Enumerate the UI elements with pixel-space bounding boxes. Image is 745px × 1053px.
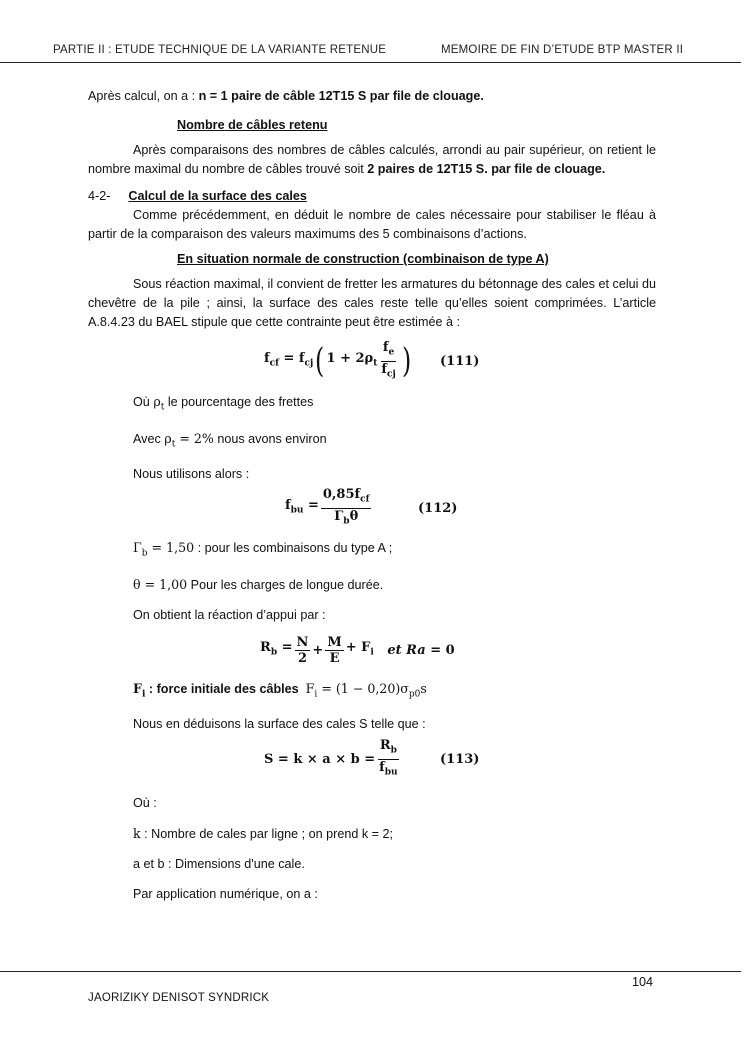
text-fi-meaning: : force initiale des câbles	[145, 681, 299, 696]
subheading-normal-situation: En situation normale de construction (combinaison de type A)	[177, 252, 549, 266]
equation-113	[88, 736, 656, 782]
theta-definition	[133, 575, 656, 595]
equation-113-formula: S = k × a × b = $R_b$ $f_{bu}$	[264, 737, 398, 778]
text-avec: Avec	[133, 431, 165, 446]
equation-reaction-formula: $R_b$ = $\frac{N}{2}$ + $\frac{M}{E}$ + $F_i$ et Ra = 0	[260, 635, 455, 667]
k-definition	[133, 824, 656, 844]
paragraph-reaction-max: Sous réaction maximal, il convient de fretter les armatures du bétonnage des cales et celui du chevêtre de la pile ; ainsi, la surface des cales reste telle qu’elles soient comprimées. L’article A.8.4.23 du BAEL stipule que cette contrainte peut être estimée à :	[88, 277, 656, 329]
header-left-title: PARTIE II : ETUDE TECHNIQUE DE LA VARIANTE RETENUE	[53, 44, 387, 56]
text-reaction-appui: On obtient la réaction d’appui par :	[133, 607, 326, 622]
rho-definition	[133, 392, 656, 418]
rho-value	[133, 429, 656, 455]
text-application: Par application numérique, on a :	[133, 887, 318, 902]
equation-111-number: (111)	[440, 353, 480, 369]
section-number: 4-2-	[88, 189, 111, 203]
fi-symbol: $F_i$	[133, 680, 146, 700]
footer-rule	[0, 971, 741, 972]
text-gamma-meaning: : pour les combinaisons du type A ;	[194, 541, 393, 556]
text-theta-meaning: Pour les charges de longue durée.	[187, 577, 384, 592]
header-right-title: MEMOIRE DE FIN D’ETUDE BTP MASTER II	[441, 44, 684, 56]
bold-comparison-result: 2 paires de 12T15 S. par file de clouage.	[367, 162, 606, 176]
paragraph-comparison	[88, 141, 656, 179]
paragraph-result-cables	[88, 87, 656, 106]
rho-value-math: $\rho_t = 2\%$	[164, 430, 214, 450]
text-nous-utilisons: Nous utilisons alors :	[133, 467, 250, 482]
equation-reaction	[88, 629, 656, 673]
text-rho-meaning: le pourcentage des frettes	[164, 395, 314, 409]
equation-113-number: (113)	[440, 751, 480, 767]
section-heading-4-2	[88, 187, 656, 206]
ab-definition: a et b : Dimensions d'une cale.	[133, 857, 305, 872]
text-comparison: Après comparaisons des nombres de câbles calculés, arrondi au pair supérieur, on retient le nombre maximal du nombre de câbles trouvé soit	[88, 143, 656, 176]
text-prefix: Après calcul, on a :	[88, 89, 199, 103]
equation-112	[88, 486, 656, 530]
equation-112-formula: $f_{bu}$ = $0,85f_{cf}$ $\Gamma_b\theta$	[285, 486, 370, 527]
text-deduisons: Nous en déduisons la surface des cales S telle que :	[133, 717, 426, 732]
rho-symbol: $\rho_t$	[153, 394, 165, 413]
text-ou-colon: Où :	[133, 796, 157, 811]
fi-formula: $F_i = (1 - 0,20)\sigma_{p0}s$	[305, 680, 427, 700]
equation-111	[88, 336, 656, 386]
section-title: Calcul de la surface des cales	[128, 189, 307, 203]
k-symbol: k	[133, 826, 141, 842]
text-ou: Où	[133, 395, 154, 409]
fi-definition	[133, 679, 656, 705]
gamma-math: $\Gamma_b = 1,50$	[133, 540, 195, 559]
bold-result: n = 1 paire de câble 12T15 S par file de clouage.	[198, 89, 484, 103]
text-k-meaning: : Nombre de cales par ligne ; on prend k = 2;	[140, 827, 394, 842]
equation-111-formula: $f_{cf} = f_{cj}$ ( $1 + 2\rho_t$ $f_e$ $f_{cj}$ )	[264, 339, 411, 381]
equation-112-number: (112)	[418, 500, 458, 516]
page-number: 104	[632, 975, 654, 989]
text-environ: nous avons environ	[213, 431, 327, 446]
paragraph-cales-intro: Comme précédemment, en déduit le nombre de cales nécessaire pour stabiliser le fléau à partir de la comparaison des valeurs maximums des 5 combinaisons d’actions.	[88, 208, 656, 241]
footer-author: JAORIZIKY DENISOT SYNDRICK	[88, 992, 270, 1004]
page-body	[88, 87, 656, 904]
theta-math: θ = 1,00	[133, 576, 188, 592]
subheading-cables-retained: Nombre de câbles retenu	[177, 118, 328, 132]
header-rule	[0, 62, 741, 63]
gamma-definition	[133, 538, 656, 564]
